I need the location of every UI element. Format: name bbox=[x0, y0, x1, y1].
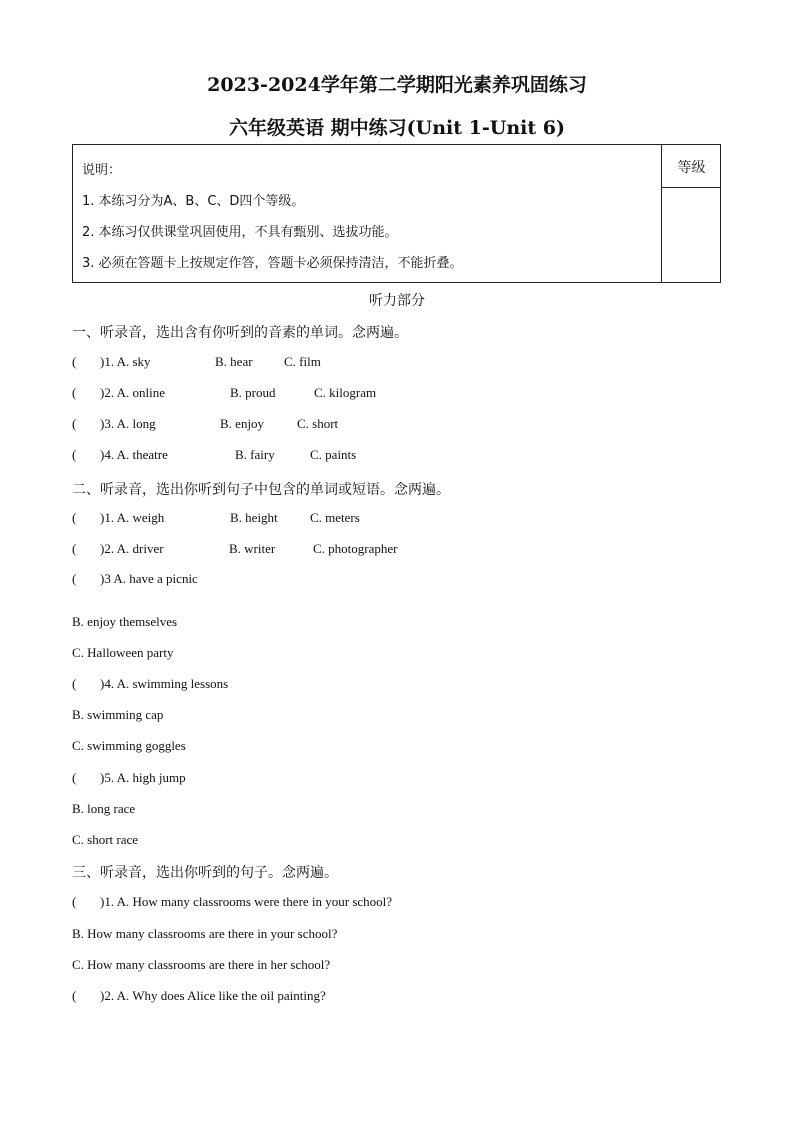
question-row: ( )2. A. Why does Alice like the oil painting? bbox=[72, 988, 326, 1003]
note-item: 1. 本练习分为A、B、C、D四个等级。 bbox=[82, 194, 305, 209]
part-title: 听力部分 bbox=[369, 293, 425, 309]
option-line: C. short race bbox=[72, 832, 139, 847]
question-row: ( )1. A. How many classrooms were there in your school? bbox=[72, 894, 393, 909]
notes-heading: 说明： bbox=[82, 163, 122, 178]
grade-row-divider bbox=[661, 187, 721, 188]
instructions-box bbox=[72, 144, 721, 283]
option-line: B. long race bbox=[72, 801, 136, 816]
option-line: B. enjoy themselves bbox=[72, 614, 178, 629]
question-row: ( )5. A. high jump bbox=[72, 770, 186, 785]
section3-heading: 三、听录音，选出你听到的句子。念两遍。 bbox=[72, 865, 338, 881]
question-row: ( )3. A. long B. enjoy C. short bbox=[72, 416, 339, 431]
question-row: ( )4. A. theatre B. fairy C. paints bbox=[72, 447, 357, 462]
note-item: 2. 本练习仅供课堂巩固使用，不具有甄别、选拔功能。 bbox=[82, 225, 398, 240]
question-row: ( )4. A. swimming lessons bbox=[72, 676, 229, 691]
section2-heading: 二、听录音，选出你听到句子中包含的单词或短语。念两遍。 bbox=[72, 482, 450, 498]
page-subtitle: 六年级英语 期中练习(Unit 1-Unit 6) bbox=[229, 117, 565, 139]
section1-heading: 一、听录音，选出含有你听到的音素的单词。念两遍。 bbox=[72, 325, 408, 341]
grade-label: 等级 bbox=[677, 160, 706, 176]
option-line: C. How many classrooms are there in her school? bbox=[72, 957, 331, 972]
option-line: B. How many classrooms are there in your school? bbox=[72, 926, 338, 941]
note-item: 3. 必须在答题卡上按规定作答，答题卡必须保持清洁，不能折叠。 bbox=[82, 256, 463, 271]
page-title: 2023-2024学年第二学期阳光素养巩固练习 bbox=[207, 74, 587, 96]
question-row: ( )1. A. weigh B. height C. meters bbox=[72, 510, 360, 525]
option-line: B. swimming cap bbox=[72, 707, 164, 722]
answer-paren: ( bbox=[72, 354, 77, 369]
question-row: ( )2. A. driver B. writer C. photographer bbox=[72, 541, 398, 556]
question-row: ( )3 A. have a picnic bbox=[72, 571, 198, 586]
option-line: C. Halloween party bbox=[72, 645, 174, 660]
question-row: ( )2. A. online B. proud C. kilogram bbox=[72, 385, 377, 400]
question-row: ( )1. A. sky B. hear C. film bbox=[72, 354, 321, 369]
option-line: C. swimming goggles bbox=[72, 738, 186, 753]
